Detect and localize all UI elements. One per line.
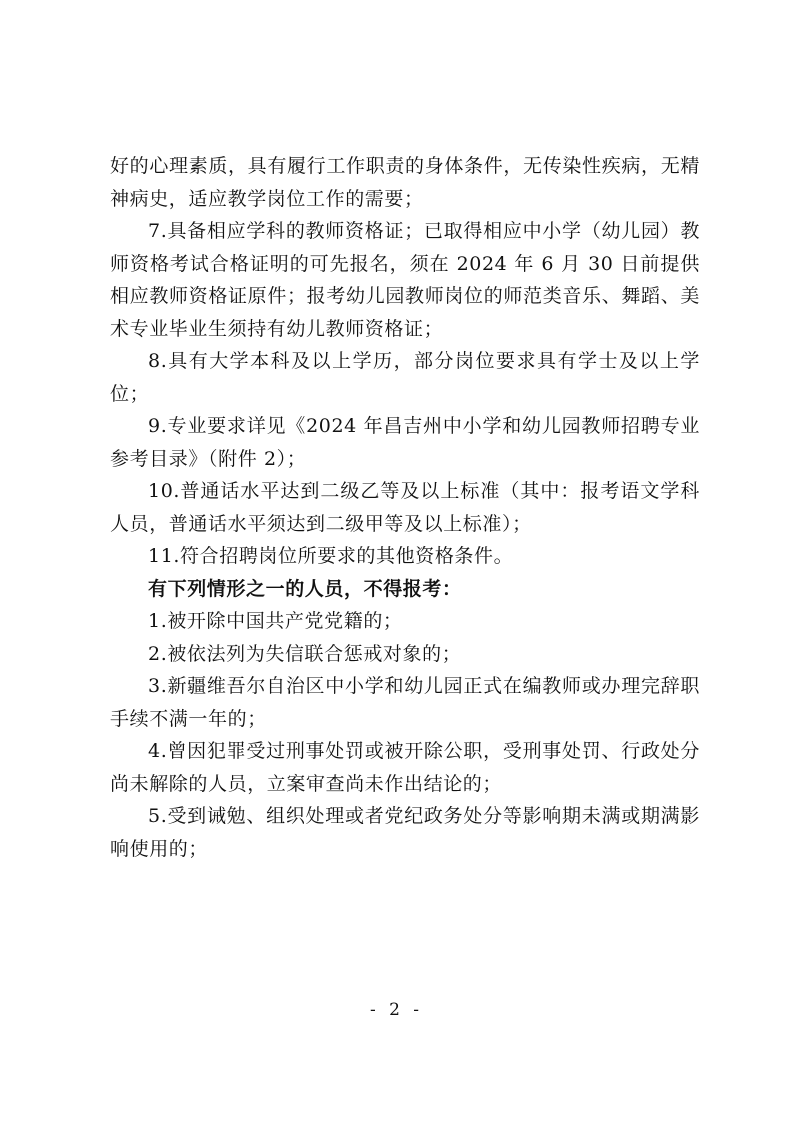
paragraph: 4.曾因犯罪受过刑事处罚或被开除公职，受刑事处罚、行政处分尚未解除的人员，立案审查尚未作出结论的；: [110, 740, 700, 795]
section-heading: 有下列情形之一的人员，不得报考：: [148, 577, 462, 600]
paragraph: 10.普通话水平达到二级乙等及以上标准（其中：报考语文学科人员，普通话水平须达到二级甲等及以上标准）；: [110, 480, 700, 535]
document-body: [110, 150, 700, 865]
paragraph: 9.专业要求详见《2024 年昌吉州中小学和幼儿园教师招聘专业参考目录》（附件 2）；: [110, 415, 700, 470]
paragraph: 好的心理素质，具有履行工作职责的身体条件，无传染性疾病，无精神病史，适应教学岗位工作的需要；: [110, 155, 700, 210]
page-number: - 2 -: [369, 1000, 424, 1020]
paragraph: 8.具有大学本科及以上学历，部分岗位要求具有学士及以上学位；: [110, 350, 700, 405]
paragraph: 1.被开除中国共产党党籍的；: [148, 610, 403, 632]
paragraph: 3.新疆维吾尔自治区中小学和幼儿园正式在编教师或办理完辞职手续不满一年的；: [110, 675, 700, 730]
paragraph: 2.被依法列为失信联合惩戒对象的；: [148, 642, 462, 665]
paragraph: 7.具备相应学科的教师资格证；已取得相应中小学（幼儿园）教师资格考试合格证明的可先报名，须在 2024 年 6 月 30 日前提供相应教师资格证原件；报考幼儿园教师岗位的师范类音乐、舞蹈、美术专业毕业生须持有幼儿教师资格证；: [110, 220, 700, 340]
paragraph: 5.受到诫勉、组织处理或者党纪政务处分等影响期未满或期满影响使用的；: [110, 805, 700, 860]
paragraph: 11.符合招聘岗位所要求的其他资格条件。: [148, 545, 514, 567]
